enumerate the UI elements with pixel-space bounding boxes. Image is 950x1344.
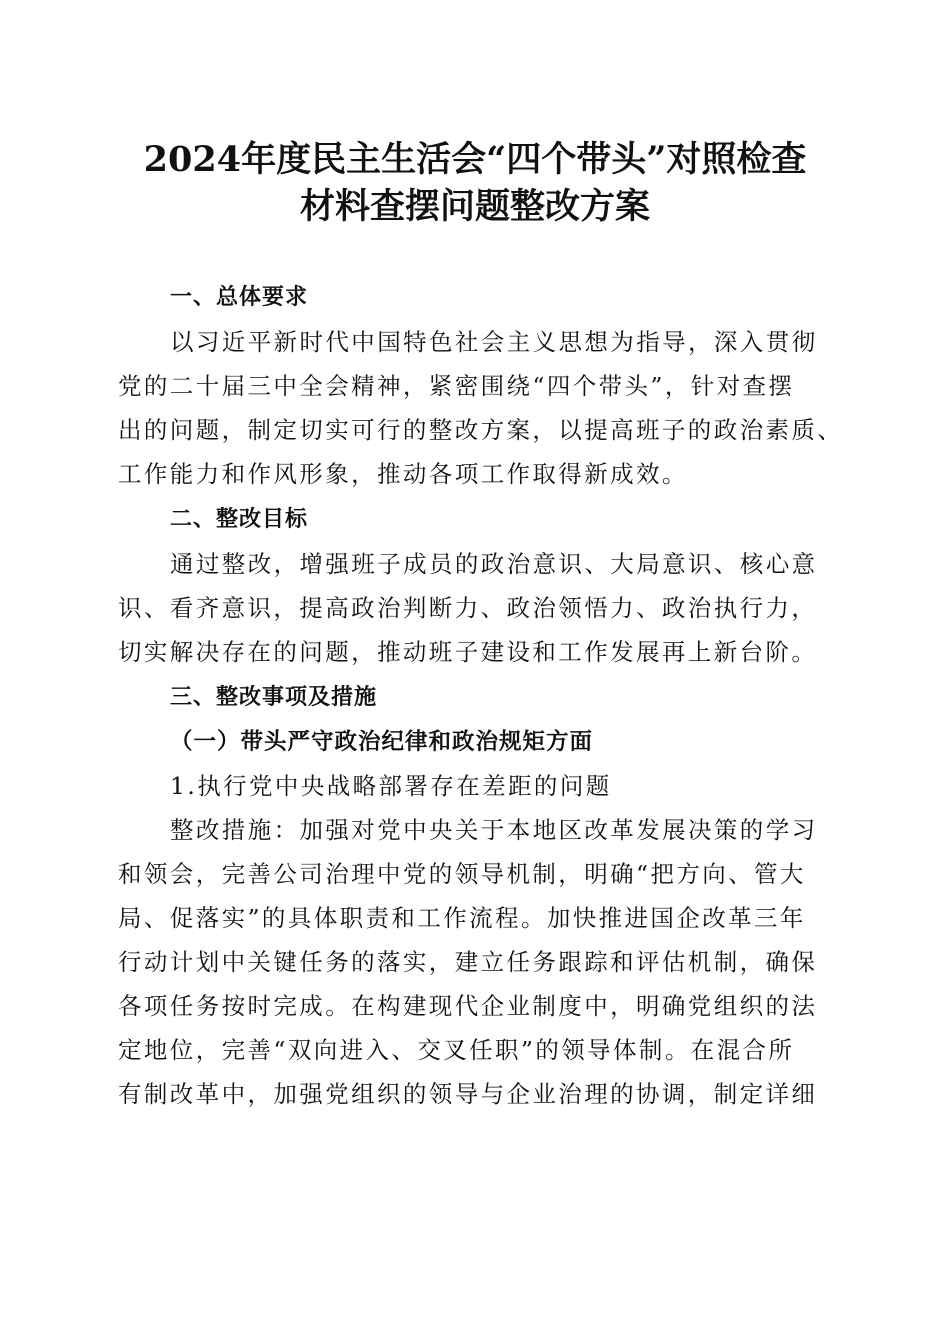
item-title: 1.执行党中央战略部署存在差距的问题 [170,772,612,800]
document-title-line-1: 2024年度民主生活会“四个带头”对照检查 [143,139,807,180]
subsection-heading: （一）带头严守政治纪律和政治规矩方面 [170,729,594,755]
paragraph-line: 切实解决存在的问题，推动班子建设和工作发展再上新台阶。 [118,638,818,666]
paragraph-line: 工作能力和作风形象，推动各项工作取得新成效。 [118,460,688,488]
paragraph-line: 和领会，完善公司治理中党的领导机制，明确“把方向、管大 [118,860,806,888]
paragraph-line: 有制改革中，加强党组织的领导与企业治理的协调，制定详细 [118,1080,818,1108]
paragraph-line: 通过整改，增强班子成员的政治意识、大局意识、核心意 [170,550,818,578]
section-heading-rectification-goals: 二、整改目标 [170,507,309,532]
paragraph-line: 以习近平新时代中国特色社会主义思想为指导，深入贯彻 [170,328,818,356]
paragraph-line: 各项任务按时完成。在构建现代企业制度中，明确党组织的法 [118,992,818,1020]
section-heading-general-requirements: 一、总体要求 [170,285,309,310]
paragraph-line: 定地位，完善“双向进入、交叉任职”的领导体制。在混合所 [118,1036,795,1064]
paragraph-line: 整改措施：加强对党中央关于本地区改革发展决策的学习 [170,816,818,844]
paragraph-line: 行动计划中关键任务的落实，建立任务跟踪和评估机制，确保 [118,948,818,976]
document-title-line-2: 材料查摆问题整改方案 [299,186,650,227]
paragraph-line: 党的二十届三中全会精神，紧密围绕“四个带头”，针对查摆 [118,372,795,400]
paragraph-line: 出的问题，制定切实可行的整改方案，以提高班子的政治素质、 [118,416,844,444]
paragraph-line: 识、看齐意识，提高政治判断力、政治领悟力、政治执行力， [118,594,818,622]
section-heading-rectification-measures: 三、整改事项及措施 [170,685,378,710]
paragraph-line: 局、促落实”的具体职责和工作流程。加快推进国企改革三年 [118,904,806,932]
